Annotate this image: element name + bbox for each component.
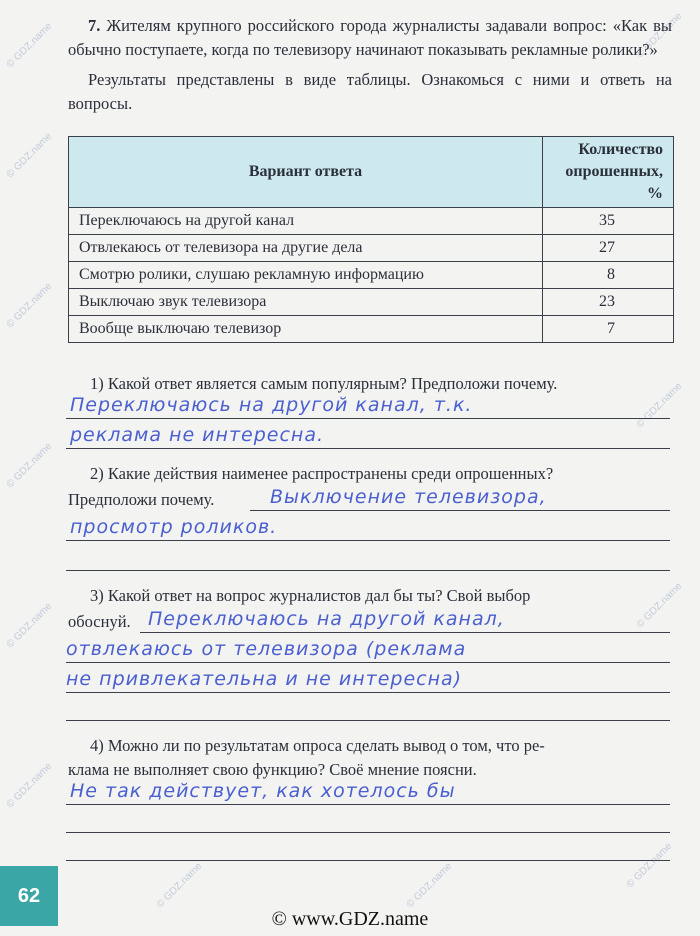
survey-table bbox=[68, 136, 674, 343]
question-text: 1) Какой ответ является самым популярным? Предположи почему. bbox=[90, 374, 558, 393]
footer-credit: © www.GDZ.name bbox=[271, 908, 429, 930]
answer-line[interactable]: просмотр роликов. bbox=[70, 516, 278, 538]
watermark: © GDZ.name bbox=[624, 840, 675, 891]
watermark: © GDZ.name bbox=[634, 10, 685, 61]
row-value: 7 bbox=[543, 316, 674, 343]
table-row bbox=[69, 289, 674, 316]
question-text: обоснуй. bbox=[68, 612, 131, 631]
answer-line[interactable]: Переключаюсь на другой канал, bbox=[148, 608, 505, 630]
answer-rule bbox=[66, 860, 670, 861]
answer-line[interactable]: реклама не интересна. bbox=[70, 424, 325, 446]
table-row bbox=[69, 316, 674, 343]
answer-rule bbox=[66, 540, 670, 541]
watermark: © GDZ.name bbox=[154, 860, 205, 911]
answer-line[interactable]: отвлекаюсь от телевизора (реклама bbox=[66, 638, 467, 660]
question-1 bbox=[68, 372, 672, 396]
row-option: Смотрю ролики, слушаю рекламную информацию bbox=[69, 262, 543, 289]
question-text: 4) Можно ли по результатам опроса сделать вывод о том, что ре- bbox=[90, 736, 545, 755]
task-instruction: Результаты представлены в виде таблицы. Ознакомься с ними и ответь на вопросы. bbox=[68, 70, 672, 113]
header-count-line: % bbox=[647, 185, 663, 202]
watermark: © GDZ.name bbox=[4, 440, 55, 491]
answer-rule bbox=[66, 418, 670, 419]
question-text: клама не выполняет свою функцию? Своё мнение поясни. bbox=[68, 760, 477, 779]
question-4-continued bbox=[68, 758, 672, 782]
answer-rule bbox=[66, 662, 670, 663]
header-count-line: Количество bbox=[578, 141, 663, 158]
question-text: 2) Какие действия наименее распространены среди опрошенных? bbox=[90, 464, 554, 483]
answer-rule bbox=[66, 570, 670, 571]
watermark: © GDZ.name bbox=[634, 380, 685, 431]
task-number: 7. bbox=[88, 16, 101, 35]
row-option: Выключаю звук телевизора bbox=[69, 289, 543, 316]
answer-line[interactable]: Не так действует, как хотелось бы bbox=[70, 780, 456, 802]
question-text: 3) Какой ответ на вопрос журналистов дал бы ты? Свой выбор bbox=[90, 586, 531, 605]
page-number: 62 bbox=[0, 866, 58, 926]
answer-line[interactable]: не привлекательна и не интересна) bbox=[66, 668, 463, 690]
question-4 bbox=[68, 734, 672, 758]
task-question: Жителям крупного российского города журналисты задавали вопрос: «Как вы обычно поступаете, когда по телевизору начинают показывать рекламные ролики?» bbox=[68, 16, 672, 59]
question-text: Предположи почему. bbox=[68, 490, 215, 509]
header-count bbox=[543, 137, 674, 208]
task-intro bbox=[68, 14, 672, 116]
table-row bbox=[69, 208, 674, 235]
table-header-row bbox=[69, 137, 674, 208]
answer-rule bbox=[250, 510, 670, 511]
watermark: © GDZ.name bbox=[4, 280, 55, 331]
watermark: © GDZ.name bbox=[4, 130, 55, 181]
watermark: © GDZ.name bbox=[4, 600, 55, 651]
row-value: 27 bbox=[543, 235, 674, 262]
row-value: 8 bbox=[543, 262, 674, 289]
row-value: 23 bbox=[543, 289, 674, 316]
row-option: Вообще выключаю телевизор bbox=[69, 316, 543, 343]
task-intro-text bbox=[68, 14, 672, 62]
watermark: © GDZ.name bbox=[404, 860, 455, 911]
answer-line[interactable]: Переключаюсь на другой канал, т.к. bbox=[70, 394, 473, 416]
watermark: © GDZ.name bbox=[4, 760, 55, 811]
row-option: Отвлекаюсь от телевизора на другие дела bbox=[69, 235, 543, 262]
table-row bbox=[69, 235, 674, 262]
answer-rule bbox=[66, 448, 670, 449]
header-count-line: опрошенных, bbox=[565, 163, 663, 180]
answer-rule bbox=[66, 832, 670, 833]
answer-rule bbox=[140, 632, 670, 633]
question-2 bbox=[68, 462, 672, 486]
answer-line[interactable]: Выключение телевизора, bbox=[270, 486, 547, 508]
watermark: © GDZ.name bbox=[634, 580, 685, 631]
row-value: 35 bbox=[543, 208, 674, 235]
question-3 bbox=[68, 584, 672, 608]
answer-rule bbox=[66, 720, 670, 721]
answer-rule bbox=[66, 804, 670, 805]
row-option: Переключаюсь на другой канал bbox=[69, 208, 543, 235]
table-row bbox=[69, 262, 674, 289]
watermark: © GDZ.name bbox=[4, 20, 55, 71]
header-option: Вариант ответа bbox=[69, 137, 543, 208]
answer-rule bbox=[66, 692, 670, 693]
